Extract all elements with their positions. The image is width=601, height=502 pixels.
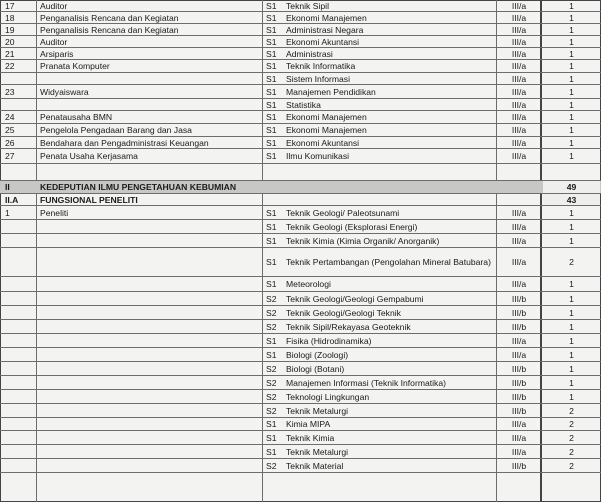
table-row xyxy=(0,404,601,418)
cell-jabatan xyxy=(40,248,258,276)
cell-jabatan xyxy=(40,99,258,110)
cell-jenjang: S1 xyxy=(266,112,277,122)
table-row xyxy=(0,277,601,292)
table-row xyxy=(0,181,601,194)
cell-golongan: III/a xyxy=(511,446,527,457)
cell-golongan: III/a xyxy=(511,151,527,161)
cell-program-studi: Teknik Kimia xyxy=(286,432,335,443)
cell-golongan: III/a xyxy=(511,48,527,59)
cell-jabatan: Arsiparis xyxy=(40,48,74,59)
cell-jenjang: S1 xyxy=(266,12,277,23)
cell-jumlah xyxy=(543,164,600,180)
cell-jenjang: S1 xyxy=(266,61,277,71)
table-row xyxy=(0,206,601,220)
cell-no xyxy=(5,292,35,305)
cell-jenjang: S1 xyxy=(266,207,277,218)
table-row xyxy=(0,292,601,306)
table-row xyxy=(0,431,601,445)
cell-jumlah: 1 xyxy=(569,24,574,35)
cell-program-studi: Biologi (Botani) xyxy=(286,363,345,374)
cell-jenjang: S1 xyxy=(266,73,277,84)
table-row xyxy=(0,194,601,206)
cell-no xyxy=(5,164,35,180)
cell-no xyxy=(5,362,35,375)
cell-jenjang: S1 xyxy=(266,257,277,267)
cell-jumlah: 1 xyxy=(569,48,574,59)
table-row xyxy=(0,306,601,320)
cell-no xyxy=(5,99,35,110)
cell-golongan: III/a xyxy=(511,73,527,84)
cell-golongan: III/a xyxy=(511,36,527,47)
cell-jabatan: Widyaiswara xyxy=(40,86,89,97)
table-row xyxy=(0,220,601,234)
cell-no xyxy=(5,234,35,247)
cell-program-studi: Teknik Kimia (Kimia Organik/ Anorganik) xyxy=(286,235,440,246)
cell-jumlah: 1 xyxy=(569,61,574,71)
cell-jabatan xyxy=(40,334,258,347)
cell-jenjang: S1 xyxy=(266,335,277,346)
cell-jabatan xyxy=(40,445,258,458)
cell-no: 25 xyxy=(5,125,15,135)
cell-program-studi: Teknik Geologi/Geologi Teknik xyxy=(286,307,401,318)
cell-jenjang: S1 xyxy=(266,24,277,35)
table-row xyxy=(0,60,601,73)
cell-jabatan xyxy=(40,234,258,247)
table-row xyxy=(0,149,601,164)
cell-jumlah: 2 xyxy=(569,405,574,416)
cell-jabatan: Bendahara dan Pengadministrasi Keuangan xyxy=(40,137,209,148)
cell-golongan: III/a xyxy=(511,432,527,443)
table-row xyxy=(0,24,601,36)
cell-program-studi: Teknik Geologi/ Paleotsunami xyxy=(286,207,400,218)
cell-jumlah: 1 xyxy=(569,349,574,360)
cell-program-studi: Administrasi Negara xyxy=(286,24,364,35)
cell-jumlah: 1 xyxy=(569,279,574,289)
table-row xyxy=(0,320,601,334)
cell-program-studi: Teknik Metalurgi xyxy=(286,405,349,416)
cell-program-studi xyxy=(286,194,491,205)
cell-jenjang: S1 xyxy=(266,125,277,135)
cell-jabatan: Auditor xyxy=(40,36,68,47)
cell-jenjang: S1 xyxy=(266,432,277,443)
cell-jumlah: 43 xyxy=(543,194,600,205)
cell-jabatan xyxy=(40,306,258,319)
cell-no xyxy=(5,248,35,276)
cell-jenjang: S1 xyxy=(266,279,277,289)
cell-jabatan xyxy=(40,459,258,472)
cell-jabatan xyxy=(40,164,258,180)
cell-golongan: III/a xyxy=(511,221,527,232)
cell-jabatan xyxy=(40,431,258,444)
cell-jumlah: 1 xyxy=(569,207,574,218)
cell-jenjang: S2 xyxy=(266,363,277,374)
cell-program-studi: Teknik Geologi/Geologi Gempabumi xyxy=(286,293,424,304)
cell-no xyxy=(5,445,35,458)
cell-jabatan: FUNGSIONAL PENELITI xyxy=(40,194,138,205)
cell-jabatan: Pranata Komputer xyxy=(40,61,110,71)
cell-golongan: III/a xyxy=(511,112,527,122)
cell-jumlah: 1 xyxy=(569,112,574,122)
cell-no: 17 xyxy=(5,0,15,11)
table-row xyxy=(0,12,601,24)
cell-program-studi: Ekonomi Manajemen xyxy=(286,112,367,122)
cell-jabatan xyxy=(40,73,258,84)
cell-jumlah: 1 xyxy=(569,99,574,110)
cell-golongan: III/a xyxy=(511,0,527,11)
table-row xyxy=(0,362,601,376)
cell-no xyxy=(5,404,35,417)
cell-jenjang: S1 xyxy=(266,48,277,59)
cell-golongan: III/b xyxy=(511,363,527,374)
cell-no: 27 xyxy=(5,151,15,161)
cell-program-studi: Manajemen Pendidikan xyxy=(286,86,376,97)
cell-jenjang: S1 xyxy=(266,235,277,246)
cell-program-studi: Teknik Pertambangan (Pengolahan Mineral Batubara) xyxy=(286,257,491,267)
cell-no: II xyxy=(5,182,10,192)
table-row xyxy=(0,418,601,431)
table-row xyxy=(0,348,601,362)
cell-jabatan: Peneliti xyxy=(40,207,69,218)
cell-jenjang xyxy=(266,164,286,180)
cell-program-studi: Teknik Sipil/Rekayasa Geoteknik xyxy=(286,321,411,332)
cell-no: 1 xyxy=(5,207,10,218)
table-row xyxy=(0,459,601,473)
table-row xyxy=(0,137,601,149)
cell-program-studi: Kimia MIPA xyxy=(286,419,331,429)
cell-jenjang: S2 xyxy=(266,391,277,402)
cell-jumlah: 1 xyxy=(569,307,574,318)
table-row xyxy=(0,124,601,137)
cell-jumlah: 1 xyxy=(569,335,574,346)
table-row xyxy=(0,164,601,181)
cell-no xyxy=(5,277,35,291)
cell-jumlah: 1 xyxy=(569,377,574,388)
cell-jenjang: S1 xyxy=(266,151,277,161)
cell-no xyxy=(5,459,35,472)
table-row xyxy=(0,99,601,111)
cell-jabatan: Pengelola Pengadaan Barang dan Jasa xyxy=(40,125,192,135)
cell-jenjang: S1 xyxy=(266,221,277,232)
table-row xyxy=(0,48,601,60)
table-row xyxy=(0,445,601,459)
cell-jumlah: 1 xyxy=(569,151,574,161)
cell-no xyxy=(5,348,35,361)
cell-jenjang: S2 xyxy=(266,460,277,471)
cell-jenjang: S1 xyxy=(266,86,277,97)
cell-jumlah: 1 xyxy=(569,235,574,246)
cell-jenjang: S1 xyxy=(266,446,277,457)
cell-no xyxy=(5,306,35,319)
cell-jenjang: S1 xyxy=(266,349,277,360)
table-row xyxy=(0,248,601,277)
cell-jabatan xyxy=(40,362,258,375)
cell-golongan: III/a xyxy=(511,349,527,360)
cell-no: 26 xyxy=(5,137,15,148)
cell-program-studi: Ekonomi Manajemen xyxy=(286,125,367,135)
table-row xyxy=(0,334,601,348)
cell-jabatan: KEDEPUTIAN ILMU PENGETAHUAN KEBUMIAN xyxy=(40,182,237,192)
cell-no: 23 xyxy=(5,86,15,97)
cell-program-studi: Sistem Informasi xyxy=(286,73,350,84)
cell-program-studi: Administrasi xyxy=(286,48,333,59)
cell-no: 22 xyxy=(5,61,15,71)
cell-jabatan xyxy=(40,390,258,403)
cell-jumlah: 1 xyxy=(569,391,574,402)
cell-jumlah: 1 xyxy=(569,86,574,97)
cell-program-studi: Ekonomi Akuntansi xyxy=(286,137,360,148)
table-row xyxy=(0,85,601,99)
table-row xyxy=(0,376,601,390)
cell-golongan xyxy=(501,164,537,180)
table-row xyxy=(0,390,601,404)
cell-program-studi: Teknologi Lingkungan xyxy=(286,391,370,402)
cell-golongan: III/a xyxy=(511,279,527,289)
cell-program-studi: Fisika (Hidrodinamika) xyxy=(286,335,372,346)
cell-jumlah: 1 xyxy=(569,125,574,135)
cell-program-studi xyxy=(286,181,491,193)
cell-jabatan xyxy=(40,418,258,430)
cell-program-studi: Statistika xyxy=(286,99,321,110)
cell-program-studi: Teknik Material xyxy=(286,460,344,471)
cell-no: 20 xyxy=(5,36,15,47)
cell-program-studi xyxy=(286,164,491,180)
cell-jenjang: S1 xyxy=(266,419,277,429)
cell-no: 19 xyxy=(5,24,15,35)
cell-jenjang: S1 xyxy=(266,137,277,148)
cell-jenjang: S1 xyxy=(266,0,277,11)
cell-golongan xyxy=(501,194,537,205)
cell-jumlah: 1 xyxy=(569,12,574,23)
cell-jumlah: 2 xyxy=(569,432,574,443)
cell-golongan: III/b xyxy=(511,460,527,471)
cell-golongan: III/a xyxy=(511,419,527,429)
cell-jumlah: 49 xyxy=(543,181,600,193)
cell-jabatan: Penata Usaha Kerjasama xyxy=(40,151,138,161)
cell-golongan: III/a xyxy=(511,24,527,35)
cell-jumlah: 2 xyxy=(569,257,574,267)
cell-jabatan: Penganalisis Rencana dan Kegiatan xyxy=(40,24,179,35)
cell-program-studi: Manajemen Informasi (Teknik Informatika) xyxy=(286,377,446,388)
cell-jumlah: 2 xyxy=(569,419,574,429)
cell-no xyxy=(5,418,35,430)
cell-jenjang: S2 xyxy=(266,405,277,416)
cell-jumlah: 1 xyxy=(569,0,574,11)
cell-golongan: III/a xyxy=(511,125,527,135)
cell-program-studi: Teknik Informatika xyxy=(286,61,356,71)
cell-golongan xyxy=(501,181,537,193)
cell-jumlah: 1 xyxy=(569,293,574,304)
cell-golongan: III/b xyxy=(511,293,527,304)
cell-jabatan xyxy=(40,348,258,361)
cell-jumlah: 2 xyxy=(569,460,574,471)
cell-no xyxy=(5,431,35,444)
cell-jumlah: 1 xyxy=(569,363,574,374)
cell-program-studi: Teknik Geologi (Eksplorasi Energi) xyxy=(286,221,418,232)
cell-no xyxy=(5,220,35,233)
cell-jenjang: S2 xyxy=(266,377,277,388)
cell-no xyxy=(5,376,35,389)
cell-program-studi: Ilmu Komunikasi xyxy=(286,151,350,161)
cell-golongan: III/a xyxy=(511,12,527,23)
cell-jabatan xyxy=(40,404,258,417)
table-row xyxy=(0,0,601,12)
cell-jabatan: Penganalisis Rencana dan Kegiatan xyxy=(40,12,179,23)
cell-golongan: III/a xyxy=(511,137,527,148)
cell-golongan: III/b xyxy=(511,405,527,416)
cell-golongan: III/a xyxy=(511,61,527,71)
table-row xyxy=(0,36,601,48)
cell-golongan: III/a xyxy=(511,99,527,110)
cell-program-studi: Biologi (Zoologi) xyxy=(286,349,349,360)
cell-program-studi: Ekonomi Manajemen xyxy=(286,12,367,23)
table-row xyxy=(0,234,601,248)
cell-no: 18 xyxy=(5,12,15,23)
cell-jenjang: S1 xyxy=(266,36,277,47)
cell-jumlah: 1 xyxy=(569,321,574,332)
cell-jumlah: 1 xyxy=(569,73,574,84)
cell-jabatan: Auditor xyxy=(40,0,68,11)
cell-jabatan xyxy=(40,376,258,389)
cell-jumlah: 1 xyxy=(569,137,574,148)
cell-jenjang xyxy=(266,181,286,193)
cell-no: 24 xyxy=(5,112,15,122)
cell-no: 21 xyxy=(5,48,15,59)
cell-jabatan xyxy=(40,292,258,305)
cell-jabatan xyxy=(40,320,258,333)
cell-golongan: III/b xyxy=(511,377,527,388)
table-row xyxy=(0,111,601,124)
cell-golongan: III/b xyxy=(511,321,527,332)
cell-no xyxy=(5,320,35,333)
cell-jenjang: S2 xyxy=(266,293,277,304)
cell-jumlah: 1 xyxy=(569,36,574,47)
cell-golongan: III/a xyxy=(511,207,527,218)
cell-program-studi: Meteorologi xyxy=(286,279,331,289)
cell-no xyxy=(5,334,35,347)
cell-jumlah: 1 xyxy=(569,221,574,232)
cell-jabatan xyxy=(40,220,258,233)
cell-no: II.A xyxy=(5,194,19,205)
cell-program-studi: Teknik Metalurgi xyxy=(286,446,349,457)
cell-jumlah: 2 xyxy=(569,446,574,457)
cell-golongan: III/a xyxy=(511,86,527,97)
cell-jabatan: Penatausaha BMN xyxy=(40,112,113,122)
cell-program-studi: Ekonomi Akuntansi xyxy=(286,36,360,47)
table-row xyxy=(0,73,601,85)
cell-no xyxy=(5,390,35,403)
cell-jabatan xyxy=(40,277,258,291)
cell-golongan: III/b xyxy=(511,307,527,318)
cell-jenjang: S1 xyxy=(266,99,277,110)
cell-jenjang: S2 xyxy=(266,307,277,318)
cell-golongan: III/a xyxy=(511,335,527,346)
cell-golongan: III/a xyxy=(511,257,527,267)
cell-golongan: III/a xyxy=(511,235,527,246)
cell-no xyxy=(5,73,35,84)
cell-jenjang: S2 xyxy=(266,321,277,332)
cell-jenjang xyxy=(266,194,286,205)
cell-program-studi: Teknik Sipil xyxy=(286,0,329,11)
cell-golongan: III/b xyxy=(511,391,527,402)
